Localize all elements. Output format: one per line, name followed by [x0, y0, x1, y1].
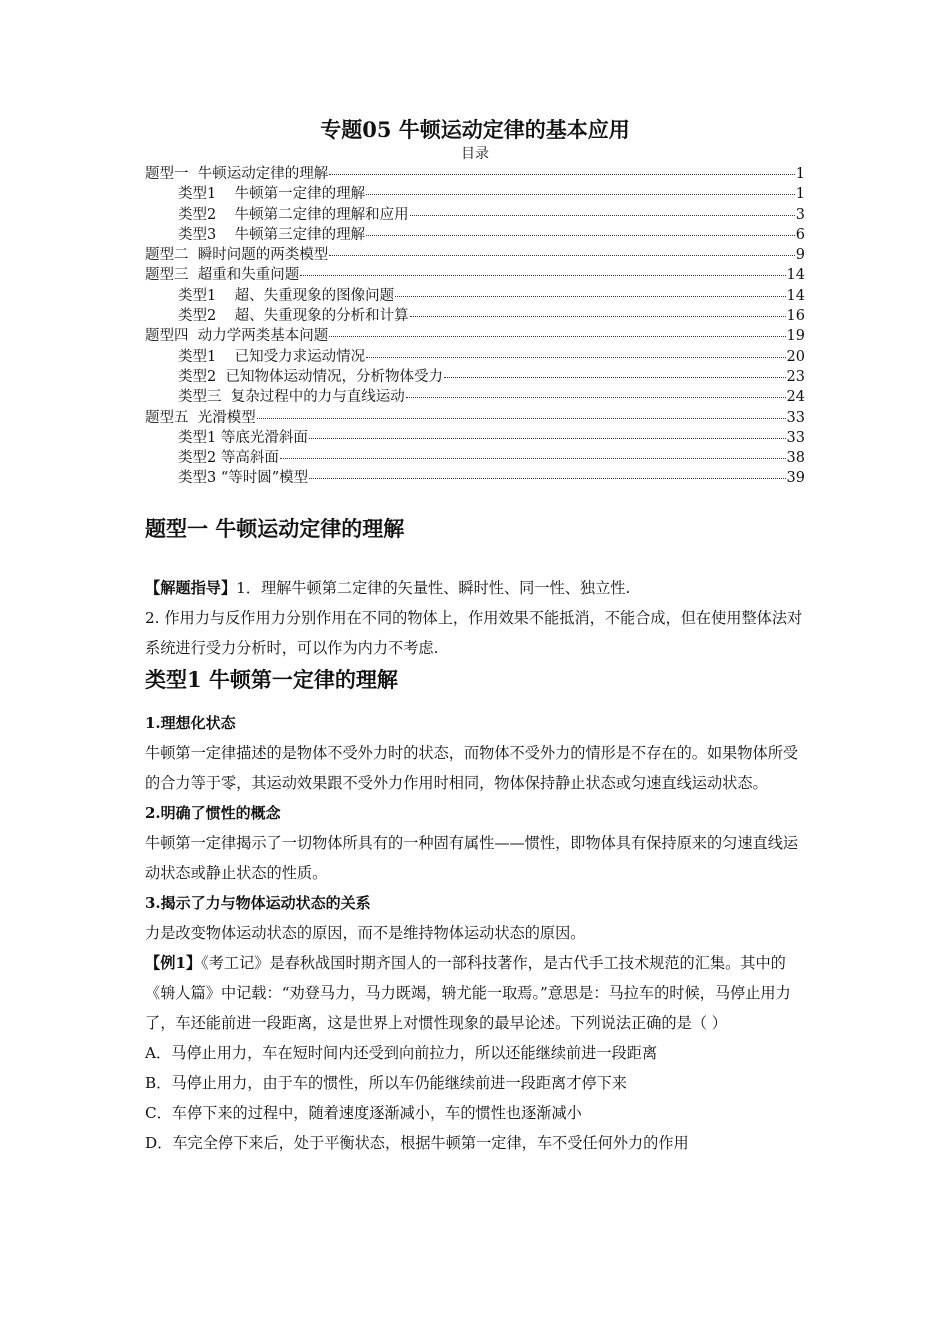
toc-page-number: 14: [786, 287, 805, 304]
toc-entry-text: 类型3 牛顿第三定律的理解: [178, 226, 366, 243]
toc-entry[interactable]: [145, 164, 805, 184]
toc-entry-text: 题型五 光滑模型: [145, 409, 256, 426]
toc-leader-dots: [280, 458, 786, 459]
toc-entry[interactable]: [145, 306, 805, 326]
solving-guide: [145, 573, 807, 663]
toc-page-number: 3: [795, 206, 805, 223]
toc-entry[interactable]: [145, 265, 805, 285]
example1-option-b: B．马停止用力，由于车的惯性，所以车仍能继续前进一段距离才停下来: [145, 1074, 627, 1092]
toc-entry[interactable]: [145, 468, 805, 488]
toc-entry[interactable]: [145, 428, 805, 448]
toc-page-number: 1: [795, 166, 805, 182]
toc-leader-dots: [444, 377, 786, 378]
toc-page-number: 33: [786, 429, 805, 446]
example1-option-d: D．车完全停下来后，处于平衡状态，根据牛顿第一定律，车不受任何外力的作用: [145, 1134, 689, 1152]
toc-entry-text: 题型二 瞬时问题的两类模型: [145, 247, 329, 264]
toc-entry-text: 类型2 等高斜面: [178, 450, 279, 467]
toc-entry[interactable]: [145, 448, 805, 468]
toc-leader-dots: [366, 357, 785, 358]
toc-page-number: 14: [786, 267, 805, 284]
toc-leader-dots: [300, 275, 785, 276]
toc-entry[interactable]: [145, 286, 805, 306]
toc-entry[interactable]: [145, 387, 805, 407]
toc-entry[interactable]: [145, 184, 805, 204]
sub3-title: 3.揭示了力与物体运动状态的关系: [145, 894, 371, 912]
toc-entry-text: 题型四 动力学两类基本问题: [145, 328, 329, 345]
toc-entry-text: 类型2 已知物体运动情况，分析物体受力: [178, 368, 443, 385]
sub1-title: 1.理想化状态: [145, 714, 236, 732]
guide-line-1: [145, 573, 807, 603]
toc-leader-dots: [309, 438, 786, 439]
example1-label: 【例1】: [145, 954, 202, 972]
toc-leader-dots: [257, 418, 786, 419]
toc-leader-dots: [329, 174, 795, 175]
type1-content: [145, 708, 807, 1158]
toc-entry[interactable]: [145, 408, 805, 428]
toc-leader-dots: [309, 478, 785, 479]
toc-leader-dots: [395, 296, 785, 297]
example1-stem-paragraph: [145, 948, 807, 1038]
toc-page-number: 23: [786, 368, 805, 385]
table-of-contents: [145, 164, 805, 489]
toc-entry-text: 类型1 等底光滑斜面: [178, 429, 308, 446]
document-title: 专题05 牛顿运动定律的基本应用: [320, 117, 630, 142]
toc-page-number: 6: [795, 226, 805, 243]
toc-entry[interactable]: [145, 245, 805, 265]
toc-page-number: 39: [786, 470, 805, 487]
toc-entry-text: 类型1 牛顿第一定律的理解: [178, 186, 366, 203]
example1-option-c: C．车停下来的过程中，随着速度逐渐减小，车的惯性也逐渐减小: [145, 1104, 582, 1122]
toc-entry[interactable]: [145, 205, 805, 225]
toc-page-number: 1: [795, 186, 805, 203]
toc-leader-dots: [366, 235, 795, 236]
toc-entry-text: 类型1 超、失重现象的图像问题: [178, 287, 395, 304]
toc-leader-dots: [329, 336, 785, 337]
toc-leader-dots: [406, 397, 786, 398]
guide-line-2: 2. 作用力与反作用力分别作用在不同的物体上，作用效果不能抵消，不能合成，但在使用整体法对系统进行受力分析时，可以作为内力不考虑.: [145, 609, 803, 657]
toc-page-number: 38: [786, 450, 805, 467]
toc-entry[interactable]: [145, 225, 805, 245]
toc-page-number: 20: [786, 348, 805, 365]
toc-page-number: 16: [786, 308, 805, 325]
section-heading-type-one: 题型一 牛顿运动定律的理解: [145, 516, 405, 541]
example1-option-a: A．马停止用力，车在短时间内还受到向前拉力，所以还能继续前进一段距离: [145, 1044, 658, 1062]
toc-entry-text: 类型1 已知受力求运动情况: [178, 348, 366, 365]
toc-entry-text: 类型2 牛顿第二定律的理解和应用: [178, 206, 409, 223]
toc-page-number: 9: [795, 247, 805, 264]
guide-label: 【解题指导】: [145, 579, 237, 597]
toc-entry-text: 类型三 复杂过程中的力与直线运动: [178, 389, 405, 406]
toc-page-number: 24: [786, 389, 805, 406]
type1-heading: 类型1 牛顿第一定律的理解: [145, 667, 398, 692]
toc-page-number: 33: [786, 409, 805, 426]
sub2-title: 2.明确了惯性的概念: [145, 804, 281, 822]
toc-entry-text: 类型2 超、失重现象的分析和计算: [178, 308, 409, 325]
toc-leader-dots: [366, 194, 795, 195]
sub2-text: 牛顿第一定律揭示了一切物体所具有的一种固有属性——惯性，即物体具有保持原来的匀速直线运动状态或静止状态的性质。: [145, 834, 799, 882]
toc-entry-text: 题型一 牛顿运动定律的理解: [145, 166, 329, 182]
toc-leader-dots: [329, 255, 795, 256]
example1-stem: 《考工记》是春秋战国时期齐国人的一部科技著作，是古代手工技术规范的汇集。其中的《辀人篇》中记载：“劝登马力，马力既竭，辀尤能一取焉。”意思是：马拉车的时候，马停止用力了，车还能前进一段距离，这是世界上对惯性现象的最早论述。下列说法正确的是（ ）: [145, 954, 791, 1032]
sub3-text: 力是改变物体运动状态的原因，而不是维持物体运动状态的原因。: [145, 924, 586, 942]
toc-entry[interactable]: [145, 367, 805, 387]
toc-entry-text: 类型3 “等时圆”模型: [178, 470, 309, 487]
toc-page-number: 19: [786, 328, 805, 345]
toc-leader-dots: [410, 316, 786, 317]
toc-entry-text: 题型三 超重和失重问题: [145, 267, 300, 284]
toc-entry[interactable]: [145, 347, 805, 367]
toc-entry[interactable]: [145, 326, 805, 346]
toc-leader-dots: [410, 215, 795, 216]
toc-heading: 目录: [461, 146, 489, 162]
guide-text-1: 1．理解牛顿第二定律的矢量性、瞬时性、同一性、独立性.: [236, 579, 631, 597]
sub1-text: 牛顿第一定律描述的是物体不受外力时的状态，而物体不受外力的情形是不存在的。如果物体所受的合力等于零，其运动效果跟不受外力作用时相同，物体保持静止状态或匀速直线运动状态。: [145, 744, 799, 792]
